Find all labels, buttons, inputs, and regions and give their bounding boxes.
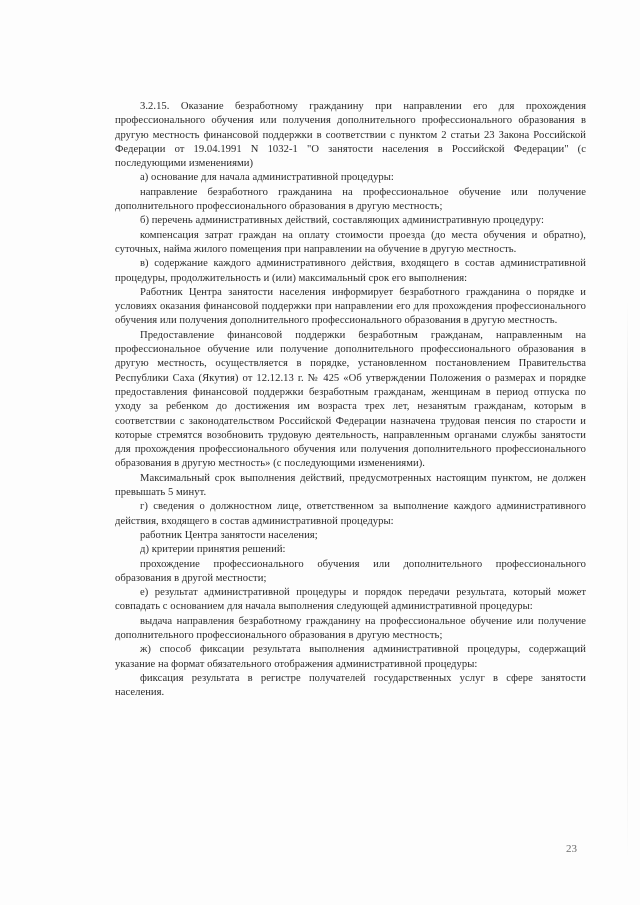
- paragraph-v-content: в) содержание каждого административного действия, входящего в состав административной процедуры, продолжительность и (или) максимальный срок его выполнения:: [115, 258, 586, 284]
- paragraph-b-actions-list: б) перечень административных действий, составляющих административную процедуру:: [140, 215, 544, 227]
- page-number: 23: [566, 843, 577, 855]
- paragraph-criteria-detail: прохождение профессионального обучения или дополнительного профессионального образования в другой местности;: [115, 558, 586, 584]
- paragraph-g-official: г) сведения о должностном лице, ответственном за выполнение каждого административного действия, входящего в состав административной процедуры:: [115, 501, 586, 527]
- paragraph-d-criteria: д) критерии принятия решений:: [140, 544, 286, 556]
- paragraph-issuance: выдача направления безработному гражданину на профессиональное обучение или получение дополнительного профессионального образования в другую местность;: [115, 615, 586, 641]
- paragraph-a-basis: а) основание для начала административной процедуры:: [140, 172, 394, 184]
- paragraph-referral: направление безработного гражданина на профессиональное обучение или получение дополнительного профессионального образования в другую местность;: [115, 186, 586, 213]
- document-body: [115, 100, 586, 700]
- paragraph-employee-informs: Работник Центра занятости населения информирует безработного гражданина о порядке и условиях оказания финансовой поддержки при направлении его для прохождения профессионального обучения или получения дополнительного профессионального образования в другую местность.: [115, 286, 586, 327]
- paragraph-max-duration: Максимальный срок выполнения действий, предусмотренных настоящим пунктом, не должен превышать 5 минут.: [115, 472, 586, 499]
- paragraph-compensation: компенсация затрат граждан на оплату стоимости проезда (до места обучения и обратно), суточных, найма жилого помещения при направлении на обучение в другую местность.: [115, 229, 586, 255]
- paragraph-financial-support: Предоставление финансовой поддержки безработным гражданам, направленным на профессиональное обучение или получение дополнительного профессионального образования в другую местность, осуществляется в порядке, установленном постановлением Правительства Республики Саха (Якутия) от 12.12.13 г. № 425 «Об утверждении Положения о размерах и порядке предоставления финансовой поддержки безработным гражданам, женщинам в период отпуска по уходу за ребенком до достижения им возраста трех лет, незанятым гражданам, которым в соответствии с законодательством Российской Федерации назначена трудовая пенсия по старости и которые стремятся возобновить трудовую деятельность, направленным органами службы занятости для прохождения профессионального обучения или получения дополнительного профессионального образования в другую местность» (с последующими изменениями).: [115, 329, 586, 470]
- paragraph-registry: фиксация результата в регистре получателей государственных услуг в сфере занятости населения.: [115, 672, 586, 699]
- section-heading-paragraph: 3.2.15. Оказание безработному гражданину при направлении его для прохождения профессионального обучения или получения дополнительного профессионального образования в другую местность финансовой поддержки в соответствии с пунктом 2 статьи 23 Закона Российской Федерации от 19.04.1991 N 1032-1 "О занятости населения в Российской Федерации" (с последующими изменениями): [115, 101, 586, 170]
- paragraph-employee: работник Центра занятости населения;: [140, 529, 318, 541]
- paragraph-zh-recording-method: ж) способ фиксации результата выполнения административной процедуры, содержащий указание на формат обязательного отображения административной процедуры:: [115, 644, 586, 670]
- scan-edge-line: [627, 300, 628, 860]
- paragraph-e-result: е) результат административной процедуры и порядок передачи результата, который может совпадать с основанием для начала выполнения следующей административной процедуры:: [115, 587, 586, 613]
